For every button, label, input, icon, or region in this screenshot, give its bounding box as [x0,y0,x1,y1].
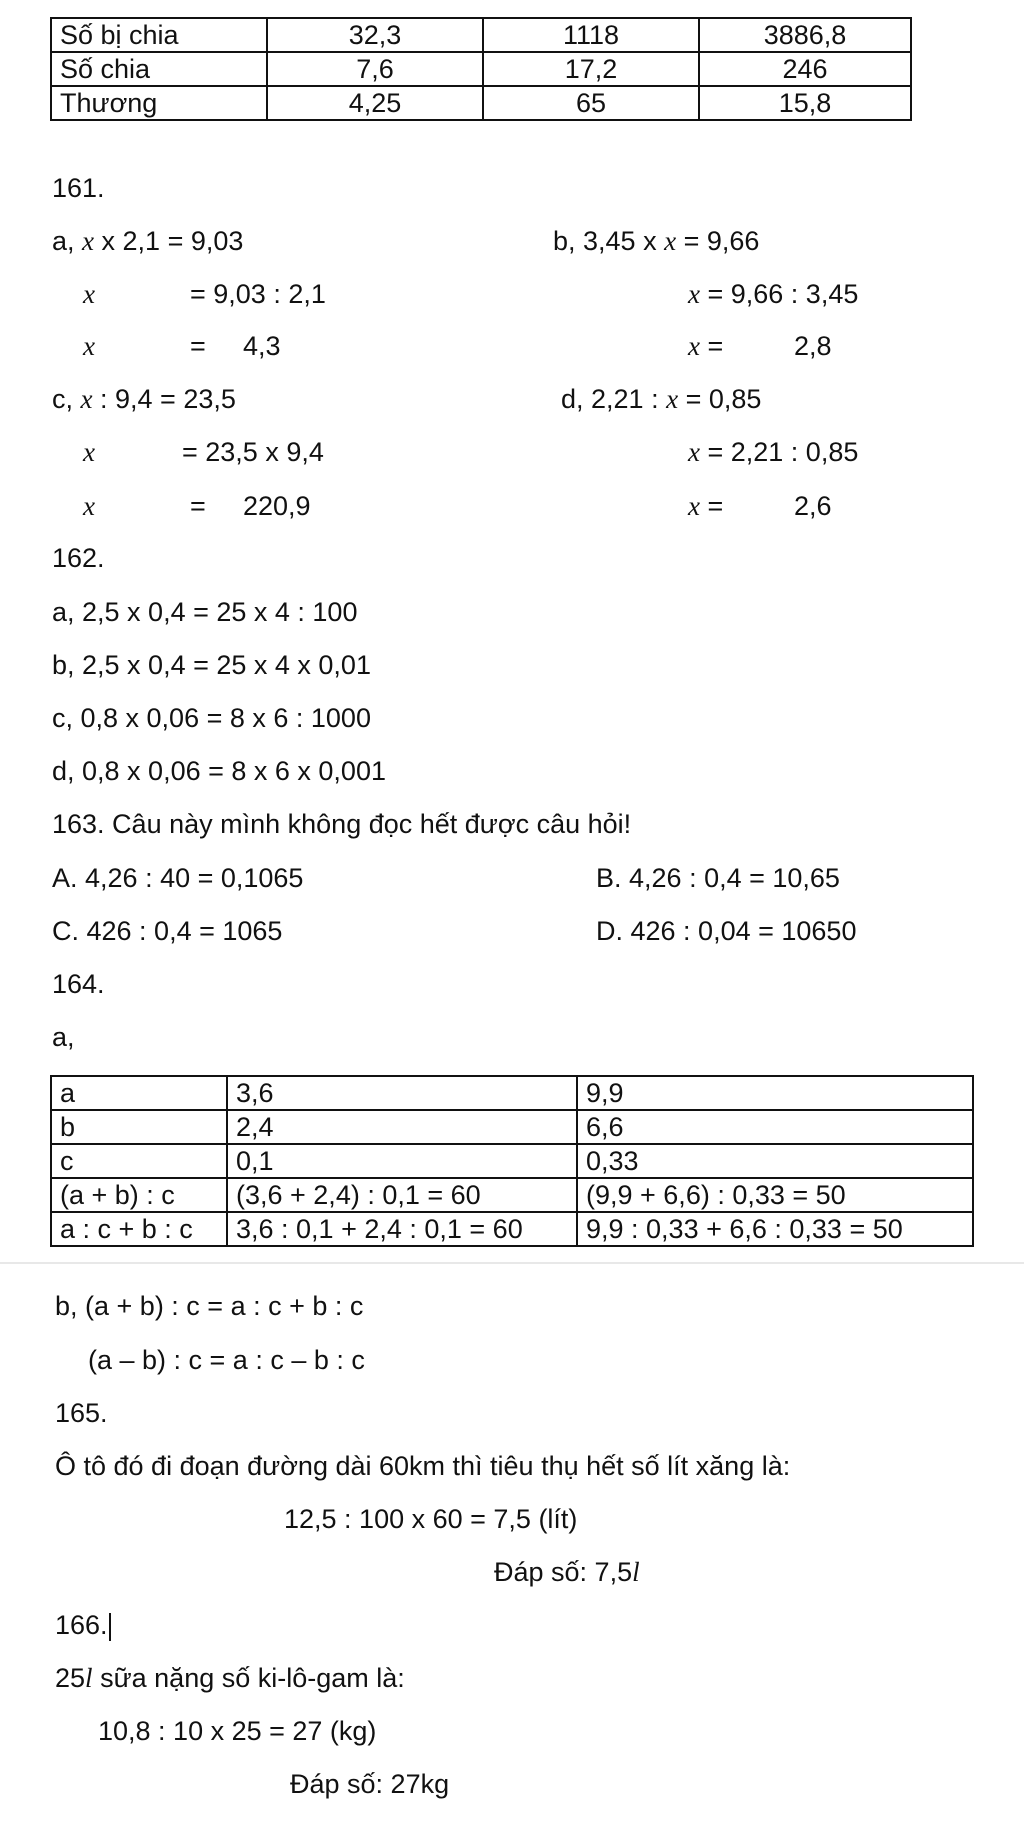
eq-161a-result: 4,3 [243,331,281,361]
table-cell: c [51,1144,227,1178]
table-row [51,1212,973,1246]
eq-161a-line1: a, x x 2,1 = 9,03 [52,226,244,256]
expression-table [50,1075,974,1247]
problem-166-text: 25l sữa nặng số ki-lô-gam là: [55,1663,405,1693]
option-d: D. 426 : 0,04 = 10650 [596,916,857,946]
problem-161-heading: 161. [52,173,105,203]
table-row [51,1076,973,1110]
table-cell: 9,9 [577,1076,973,1110]
problem-165-heading: 165. [55,1398,108,1428]
var-x: x [83,279,95,309]
eq-161b-result: 2,8 [794,331,832,361]
eq-162b: b, 2,5 x 0,4 = 25 x 4 x 0,01 [52,650,371,680]
table-cell: 3886,8 [699,18,911,52]
part-a-label: a, [52,1022,75,1052]
eq-161a-line2: = 9,03 : 2,1 [190,279,326,309]
table-cell: 3,6 [227,1076,577,1110]
table-cell: 2,4 [227,1110,577,1144]
eq-161c-line2: = 23,5 x 9,4 [182,437,324,467]
eq-162c: c, 0,8 x 0,06 = 8 x 6 : 1000 [52,703,371,733]
problem-166-answer: Đáp số: 27kg [290,1769,450,1799]
option-b: B. 4,26 : 0,4 = 10,65 [596,863,840,893]
problem-165-text: Ô tô đó đi đoạn đường dài 60km thì tiêu thụ hết số lít xăng là: [55,1451,791,1481]
eq-161c-eq: = [190,491,206,521]
quotient-table [50,17,912,121]
table-cell: 1118 [483,18,699,52]
text-cursor [109,1613,111,1641]
var-x: x [83,437,95,467]
table-cell: a : c + b : c [51,1212,227,1246]
table-cell: 15,8 [699,86,911,120]
table-cell: 7,6 [267,52,483,86]
table-cell: 17,2 [483,52,699,86]
page-divider [0,1262,1024,1264]
table-cell: 65 [483,86,699,120]
table-cell: (3,6 + 2,4) : 0,1 = 60 [227,1178,577,1212]
problem-164-heading: 164. [52,969,105,999]
problem-166-heading: 166. [55,1609,111,1641]
eq-162d: d, 0,8 x 0,06 = 8 x 6 x 0,001 [52,756,386,786]
table-row [51,1178,973,1212]
table-row [51,1110,973,1144]
table-cell: (a + b) : c [51,1178,227,1212]
option-a: A. 4,26 : 40 = 0,1065 [52,863,304,893]
table-cell: 3,6 : 0,1 + 2,4 : 0,1 = 60 [227,1212,577,1246]
eq-161b-line2: x = 9,66 : 3,45 [688,279,859,309]
var-x: x [83,491,95,521]
table-cell: 0,33 [577,1144,973,1178]
problem-165-answer: Đáp số: 7,5l [494,1557,640,1587]
row-label: Thương [51,86,267,120]
row-label: Số chia [51,52,267,86]
eq-161c-line1: c, x : 9,4 = 23,5 [52,384,236,414]
problem-165-calc: 12,5 : 100 x 60 = 7,5 (lít) [284,1504,578,1534]
table-row [51,1144,973,1178]
table-cell: 32,3 [267,18,483,52]
table-cell: (9,9 + 6,6) : 0,33 = 50 [577,1178,973,1212]
table-row [51,86,911,120]
table-row [51,18,911,52]
eq-161d-line3: x = [688,491,724,521]
table-cell: 9,9 : 0,33 + 6,6 : 0,33 = 50 [577,1212,973,1246]
problem-162-heading: 162. [52,543,105,573]
option-c: C. 426 : 0,4 = 1065 [52,916,283,946]
var-x: x [83,331,95,361]
table-cell: a [51,1076,227,1110]
table-cell: 4,25 [267,86,483,120]
eq-161d-line1: d, 2,21 : x = 0,85 [561,384,762,414]
table-cell: 6,6 [577,1110,973,1144]
table-row [51,52,911,86]
eq-161c-result: 220,9 [243,491,311,521]
problem-163-heading: 163. Câu này mình không đọc hết được câu hỏi! [52,809,632,839]
eq-161b-line1: b, 3,45 x x = 9,66 [553,226,760,256]
table-cell: 246 [699,52,911,86]
part-b-line1: b, (a + b) : c = a : c + b : c [55,1291,364,1321]
problem-166-calc: 10,8 : 10 x 25 = 27 (kg) [98,1716,377,1746]
eq-162a: a, 2,5 x 0,4 = 25 x 4 : 100 [52,597,358,627]
part-b-line2: (a – b) : c = a : c – b : c [88,1345,365,1375]
eq-161d-result: 2,6 [794,491,832,521]
table-cell: b [51,1110,227,1144]
row-label: Số bị chia [51,18,267,52]
eq-161d-line2: x = 2,21 : 0,85 [688,437,859,467]
eq-161a-eq: = [190,331,206,361]
eq-161b-line3: x = [688,331,724,361]
table-cell: 0,1 [227,1144,577,1178]
